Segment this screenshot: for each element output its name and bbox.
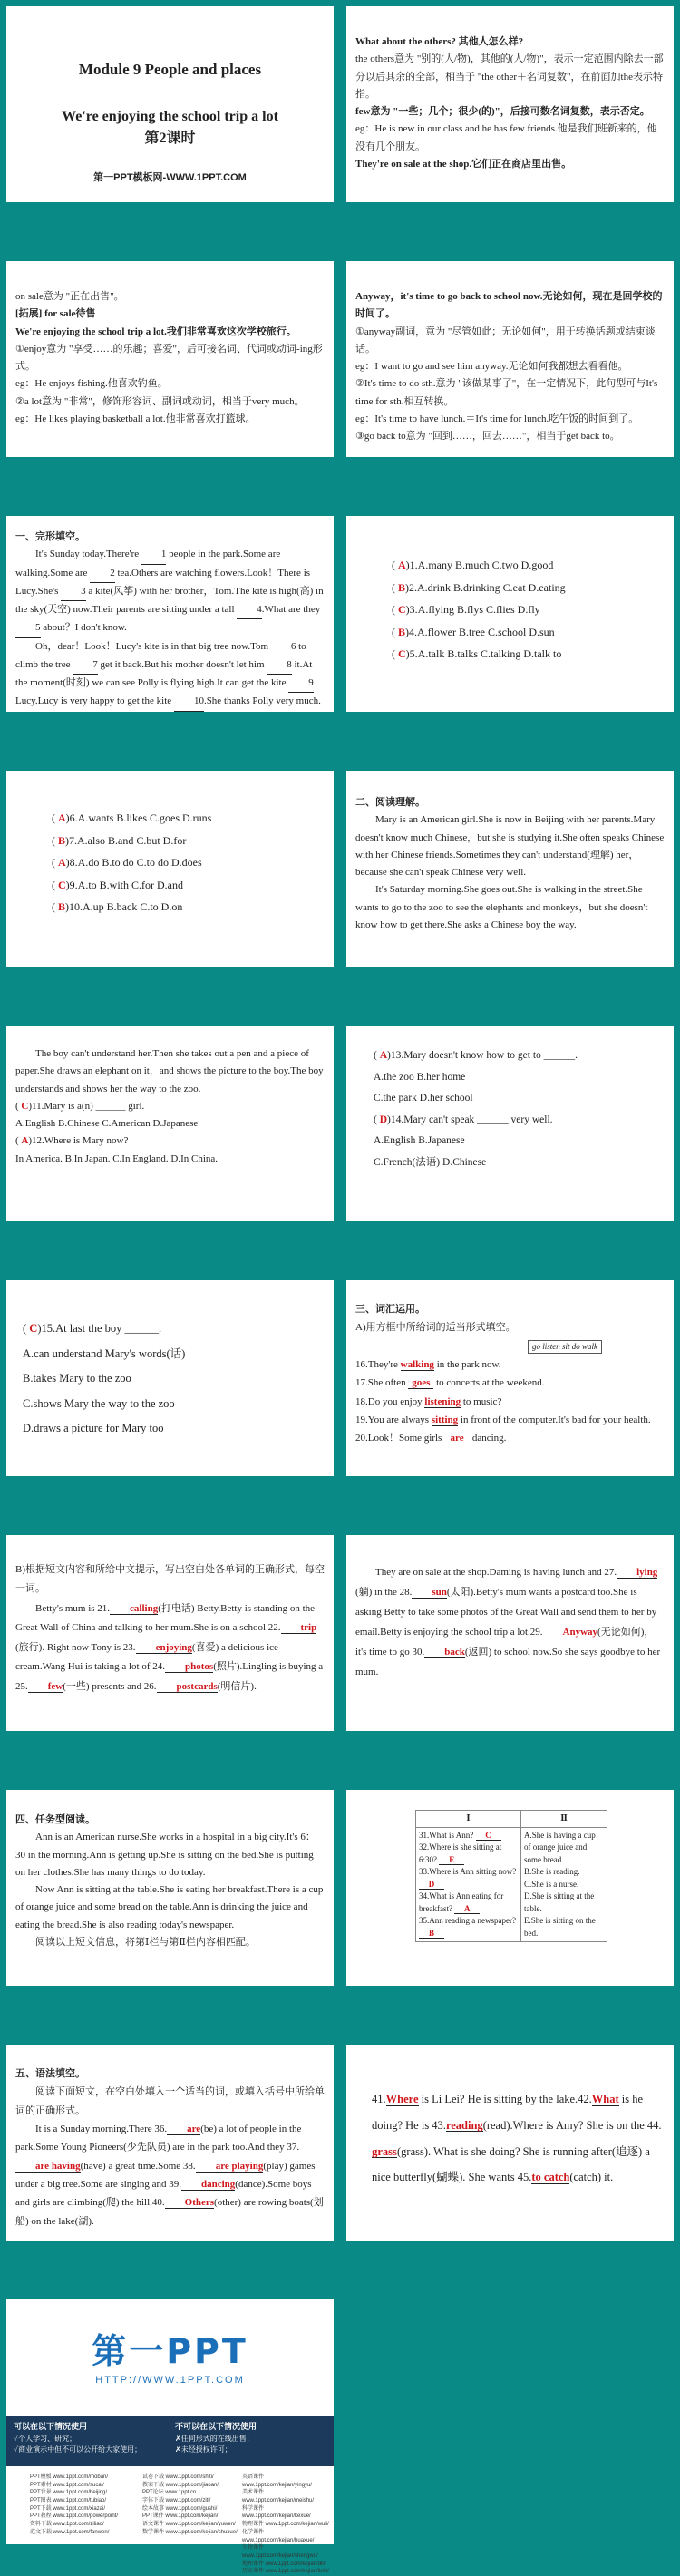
fill-text: (旅行).	[15, 1641, 45, 1653]
answer-options: )5.A.talk B.talks C.talking D.talk to	[405, 647, 562, 661]
answer-options: )6.A.wants B.likes C.goes D.runs	[65, 812, 212, 824]
footer-link: PPT模板 www.1ppt.com/moban/	[30, 2474, 109, 2480]
fill-answer: calling	[110, 1604, 158, 1615]
matching-table	[415, 1810, 607, 1942]
fill-text: (other) are rowing boats(划船) on the lake(湖).	[15, 2197, 324, 2227]
blank-number: 9	[288, 675, 314, 693]
match-question	[419, 1915, 518, 1939]
match-answer: D	[419, 1881, 444, 1890]
note-line: eg：He enjoys fishing.他喜欢钓鱼。	[15, 378, 168, 390]
slide-notes-3	[6, 261, 334, 457]
note-line: few意为 "一些；几个；很少(的)"，后接可数名词复数，表示否定。	[355, 106, 650, 117]
section-heading: 二、阅读理解。	[355, 797, 425, 808]
fill-paragraph	[15, 1599, 325, 1696]
fill-answer: to catch	[531, 2171, 570, 2184]
fill-prefix: 17.She often	[355, 1377, 409, 1389]
note-line: We're enjoying the school trip a lot.我们非常喜欢这次学校旅行。	[15, 326, 296, 337]
footer-link: 历史课件 www.1ppt.com/kejian/lishi/	[242, 2569, 329, 2575]
answer-letter: A	[58, 812, 66, 824]
column-questions	[416, 1827, 521, 1942]
section-subheading: 阅读下面短文，在空白处填入一个适当的词，或填入括号中所给单词的正确形式。	[15, 2086, 325, 2116]
answer-letter: A	[21, 1135, 29, 1147]
answer-letter: C	[58, 878, 66, 891]
fill-answer: enjoying	[136, 1643, 192, 1654]
match-question-text: 31.What is Ann?	[419, 1830, 474, 1840]
answer-options: )3.A.flying B.flys C.flies D.fly	[405, 603, 540, 617]
blank-number: 6	[271, 638, 296, 656]
answer-letter: C	[398, 647, 406, 661]
answer-row: ( A)6.A.wants B.likes C.goes D.runs	[52, 812, 212, 824]
fill-prefix: 19.You are always	[355, 1414, 432, 1426]
allowed-usage	[14, 2421, 141, 2455]
slide-notes-2	[346, 6, 674, 202]
question-option-row: A.English B.Japanese	[374, 1135, 465, 1147]
fill-paragraph	[372, 2086, 665, 2191]
fill-answer: reading	[445, 2118, 483, 2132]
footer-link: PPT背景 www.1ppt.com/beijing/	[30, 2490, 108, 2496]
section-subheading: B)根据短文内容和所给中文提示，写出空白处各单词的正确形式，每空一词。	[15, 1564, 325, 1595]
blank-number: 3	[61, 583, 86, 601]
note-line: ①anyway副词，意为 "尽管如此；无论如何"，用于转换话题或结束谈话。	[355, 326, 656, 355]
answer-letter: A	[58, 856, 66, 870]
allowed-title: 可以在以下情况使用	[14, 2422, 88, 2431]
match-answer: B	[419, 1930, 444, 1939]
fill-item	[355, 1429, 665, 1447]
blank-number: 4	[237, 601, 262, 619]
slide-vocab-b	[6, 1535, 334, 1731]
logo	[6, 2323, 334, 2386]
answer-options: )8.A.do B.to do C.to do D.does	[65, 856, 202, 870]
footer-link: 化学课件 www.1ppt.com/kejian/huaxue/	[242, 2529, 315, 2543]
word-box: go listen sit do walk	[528, 1340, 602, 1355]
fill-text: (明信片).	[217, 1680, 257, 1692]
note-line: ③go back to意为 "回到……，回去……"，相当于get back to。	[355, 431, 620, 442]
note-line: Anyway，it's time to go back to school now.无论如何，现在是回学校的时间了。	[355, 291, 663, 320]
site-text: 第一PPT模板网-WWW.1PPT.COM	[93, 172, 247, 183]
fill-text: (have) a great time.Some 38.	[80, 2160, 196, 2172]
slide-vocab-b-cont	[346, 1535, 674, 1731]
slide-vocab-a	[346, 1280, 674, 1476]
blank-number: 2	[90, 565, 115, 583]
footer-link: 数学课件 www.1ppt.com/kejian/shuxue/	[142, 2529, 238, 2535]
footer-link: 物理课件 www.1ppt.com/kejian/wuli/	[242, 2522, 329, 2528]
footer-link: 语文课件 www.1ppt.com/kejian/yuwen/	[142, 2522, 236, 2528]
answer-row: ( B)2.A.drink B.drinking C.eat D.eating	[392, 580, 566, 594]
fill-text: (read).Where is Amy? She is on the 44.	[482, 2118, 662, 2132]
footer-link: 字体下载 www.1ppt.com/ziti/	[142, 2498, 211, 2504]
logo-url: HTTP://WWW.1PPT.COM	[95, 2375, 245, 2386]
answer-letter: B	[398, 625, 406, 638]
fill-answer: postcards	[157, 1682, 218, 1693]
cloze-paragraph: It's Sunday today.There're 1 people in the park.Some are walking.Some are 2 tea.Others are watching flowers.Look！There is Lucy.She's 3 a kite(风筝) with her brother，Tom.The kite is high(高) in the sky(天空) now.Their parents are sitting under a tall 4.What are they 5 about？I don't know.	[15, 546, 325, 637]
fill-text: They are on sale at the shop.Daming is having lunch and 27.	[375, 1567, 617, 1578]
answer-row: ( C)5.A.talk B.talks C.talking D.talk to	[392, 647, 562, 661]
allowed-item: ✓商业演示中但不可以公开给大家使用；	[14, 2445, 142, 2454]
slide-ad	[6, 2299, 334, 2575]
note-line: ①enjoy意为 "享受……的乐趣；喜爱"，后可接名词、代词或动词-ing形式。	[15, 343, 323, 372]
question-option: B.takes Mary to the zoo	[23, 1372, 131, 1385]
answer-list	[52, 807, 325, 919]
match-option: D.She is sitting at the table.	[524, 1891, 595, 1913]
fill-item	[355, 1356, 665, 1374]
footer-link: 地理课件 www.1ppt.com/kejian/dili/	[242, 2561, 326, 2567]
reading-paragraph: The boy can't understand her.Then she takes out a pen and a piece of paper.She draws an elephant on it，and shows the picture to the boy.The boy understands and shows her the way to the zoo.	[15, 1048, 324, 1094]
cloze-paragraph: Oh，dear！Look！Lucy's kite is in that big tree now.Tom 6 to climb the tree 7 get it back.But his mother doesn't let him 8 it.At the moment(时刻) we can see Polly is flying high.It can get the kite 9 Lucy.Lucy is very happy to get the kite 10.She thanks Polly very much.	[15, 638, 325, 712]
blank-number: 5	[15, 619, 41, 637]
slide-cloze-answers-2	[6, 771, 334, 967]
question-option: A.can understand Mary's words(话)	[23, 1346, 186, 1360]
match-option: B.She is reading.	[524, 1867, 580, 1876]
blank-number: 10	[174, 693, 204, 711]
fill-suffix: dancing.	[470, 1433, 507, 1444]
slide-cloze-answers-1	[346, 516, 674, 712]
question-stem: )15.At last the boy ______.	[37, 1322, 162, 1335]
slide-notes-4	[346, 261, 674, 457]
fill-text: (grass). What is she doing? She is running after(追逐) a nice butterfly(蝴蝶). She wants 45.	[372, 2144, 650, 2184]
slide-reading-questions-2	[346, 1026, 674, 1221]
question-stem: )14.Mary can't speak ______ very well.	[387, 1113, 553, 1125]
answer-options: )7.A.also B.and C.but D.for	[65, 833, 187, 847]
fill-text: (喜爱) a delicious ice cream.Wang Hui is taking a lot of 24.	[15, 1641, 278, 1673]
fill-answer: are playing	[196, 2162, 264, 2173]
lesson-title-cn: 第2课时	[144, 131, 196, 146]
blank-number: 7	[73, 656, 98, 675]
fill-answer: sitting	[431, 1414, 459, 1426]
reading-paragraph: Mary is an American girl.She is now in Beijing with her parents.Mary doesn't know much Chinese，but she is studying it.She often speaks Chinese with her Chinese friends.Sometimes they can't understand(理解) her，because she can't speak Chinese very well.	[355, 814, 665, 878]
answer-list	[392, 554, 665, 666]
question-13: ( A)13.Mary doesn't know how to get to ______.	[374, 1050, 578, 1061]
column-header: Ⅱ	[521, 1811, 607, 1828]
note-line: eg：I want to go and see him anyway.无论如何我都想去看看他。	[355, 361, 628, 372]
fill-item	[355, 1374, 665, 1392]
footer-link: PPT课件 www.1ppt.com/kejian/	[142, 2513, 219, 2520]
answer-row: ( C)9.A.to B.with C.for D.and	[52, 878, 183, 891]
link-column	[142, 2474, 238, 2537]
fill-list	[355, 1356, 665, 1448]
section-heading: 一、完形填空。	[15, 531, 85, 542]
section-heading: 四、任务型阅读。	[15, 1814, 95, 1825]
fill-item	[355, 1411, 665, 1429]
footer-link: PPT素材 www.1ppt.com/sucai/	[30, 2482, 104, 2488]
fill-text: is Li Lei? He is sitting by the lake.42.	[418, 2093, 592, 2105]
slide-title	[6, 6, 334, 202]
note-line: ②It's time to do sth.意为 "该做某事了"，在一定情况下，此句型可与It's time for sth.相互转换。	[355, 378, 658, 407]
note-line: [拓展] for sale待售	[15, 308, 96, 320]
fill-suffix: in front of the computer.It's bad for your health.	[458, 1414, 651, 1426]
column-options	[521, 1827, 607, 1942]
answer-letter: B	[58, 900, 66, 914]
slide-grammar	[6, 2045, 334, 2241]
footer-link: PPT论坛 www.1ppt.cn	[142, 2490, 197, 2496]
module-title: Module 9 People and places	[78, 61, 262, 78]
fill-answer: are	[167, 2124, 200, 2135]
footer-link: PPT图表 www.1ppt.com/tubiao/	[30, 2498, 107, 2504]
slide-reading	[346, 771, 674, 967]
slide-cloze	[6, 516, 334, 712]
answer-options: )10.A.up B.back C.to D.on	[65, 900, 183, 914]
slide-task-reading	[6, 1790, 334, 1986]
answer-letter: C	[398, 603, 406, 617]
footer-link: 英语课件 www.1ppt.com/kejian/yingyu/	[242, 2474, 313, 2488]
question-options: A.English B.Chinese C.American D.Japanese	[15, 1118, 199, 1129]
reading-paragraph: It's Saturday morning.She goes out.She is walking in the street.She wants to go to the zoo to see the elephants and monkeys，but she doesn't know how to get there.She asks a Chinese boy the way.	[355, 884, 648, 930]
question-options: In America. B.In Japan. C.In England. D.In China.	[15, 1152, 219, 1164]
answer-row: ( B)10.A.up B.back C.to D.on	[52, 900, 183, 914]
fill-answer: are having	[15, 2162, 81, 2173]
match-question	[419, 1830, 518, 1842]
fill-answer: lying	[617, 1568, 657, 1579]
fill-answer: walking	[400, 1359, 434, 1371]
fill-answer: Anyway	[543, 1628, 598, 1638]
note-line: the others意为 "别的(人/物)，其他的(人/物)"，表示一定范围内除去一部分以后其余的全部，相当于 "the other＋名词复数"，在前面加the表示特指。	[355, 53, 664, 100]
note-line: eg：He likes playing basketball a lot.他非常喜欢打篮球。	[15, 413, 256, 424]
section-heading: 三、词汇运用。	[355, 1304, 425, 1315]
reading-instruction: 阅读以上短文信息，将第Ⅰ栏与第Ⅱ栏内容相匹配。	[35, 1936, 256, 1948]
fill-text: (照片).Lingling is buying a 25.	[15, 1661, 324, 1692]
match-question	[419, 1866, 518, 1891]
fill-answer: listening	[424, 1395, 461, 1407]
answer-options: )9.A.to B.with C.for D.and	[65, 878, 183, 891]
slide-reading-questions-1	[6, 1026, 334, 1221]
fill-text: (无论如何)，it's time to go 30.	[355, 1627, 655, 1657]
usage-banner	[6, 2416, 334, 2466]
match-answer: A	[454, 1905, 480, 1914]
fill-answer: dancing	[181, 2180, 235, 2191]
question-15: ( C)15.At last the boy ______.	[23, 1322, 162, 1335]
fill-text: (躺) in the 28.	[355, 1587, 413, 1598]
footer-link: PPT下载 www.1ppt.com/xiazai/	[30, 2505, 106, 2512]
fill-answer: photos	[165, 1662, 213, 1673]
forbidden-item: ✗未经授权许可；	[175, 2445, 232, 2454]
footer-link: 生物课件 www.1ppt.com/kejian/shengwu/	[242, 2545, 318, 2559]
question-option-row: C.French(法语) D.Chinese	[374, 1156, 487, 1168]
footer-link: 范文下载 www.1ppt.com/fanwen/	[30, 2529, 110, 2535]
question-12: ( A)12.Where is Mary now?	[15, 1135, 129, 1147]
allowed-item: ✓个人学习、研究；	[14, 2434, 77, 2443]
question-14: ( D)14.Mary can't speak ______ very well.	[374, 1113, 553, 1125]
column-header: Ⅰ	[416, 1811, 521, 1828]
fill-text: 41.	[372, 2093, 386, 2105]
fill-answer: Where	[385, 2093, 419, 2105]
answer-letter: C	[21, 1100, 29, 1112]
reading-paragraph: Ann is an American nurse.She works in a hospital in a big city.It's 6：30 in the morning.Ann is getting up.She is sitting on the bed.She is putting on her clothes.She has many things to do today.	[15, 1832, 316, 1878]
fill-text: (一些) presents and 26.	[63, 1680, 157, 1692]
lesson-title	[6, 106, 334, 150]
fill-answer: goes	[408, 1378, 433, 1389]
match-question-text: 34.What is Ann eating for breakfast?	[419, 1891, 504, 1913]
link-column	[30, 2474, 118, 2537]
answer-row: ( C)3.A.flying B.flys C.flies D.fly	[392, 603, 540, 617]
fill-text: (play) games under a big tree.Some are singing and 39.	[15, 2160, 316, 2191]
footer-link: 教案下载 www.1ppt.com/jiaoan/	[142, 2482, 219, 2488]
slide-grammar-cont	[346, 2045, 674, 2241]
fill-answer: few	[28, 1682, 63, 1693]
answer-row: ( A)8.A.do B.to do C.to do D.does	[52, 856, 202, 870]
fill-text: (打电话) Betty.Betty is standing on the Great Wall of China and talking to her mum.She is on a school 22.	[15, 1602, 316, 1634]
footer-link: PPT教程 www.1ppt.com/powerpoint/	[30, 2513, 119, 2520]
match-question	[419, 1891, 518, 1915]
fill-suffix: to music?	[461, 1395, 502, 1407]
forbidden-item: ✗任何形式的在线出售；	[175, 2434, 254, 2443]
fill-answer: back	[424, 1648, 465, 1658]
answer-row: ( B)7.A.also B.and C.but D.for	[52, 833, 187, 847]
blank-number: 1	[141, 546, 167, 564]
section-subheading: A)用方框中所给词的适当形式填空。	[355, 1322, 516, 1334]
footer-link: 绘本故事 www.1ppt.com/gushi/	[142, 2505, 218, 2512]
fill-text: (catch) it.	[569, 2171, 614, 2184]
section-heading: 五、语法填空。	[15, 2068, 85, 2079]
answer-letter: C	[29, 1322, 38, 1335]
answer-letter: B	[58, 833, 66, 847]
match-answer: E	[439, 1856, 464, 1865]
logo-text: 第一PPT	[92, 2331, 248, 2371]
question-stem: )12.Where is Mary now?	[28, 1135, 129, 1147]
slide-matching-table	[346, 1790, 674, 1986]
answer-options: )2.A.drink B.drinking C.eat D.eating	[405, 580, 566, 594]
note-line: ②a lot意为 "非常"，修饰形容词、副词或动词，相当于very much。	[15, 395, 305, 407]
fill-text: (dance).Some boys and girls are climbing(爬) the hill.40.	[15, 2179, 312, 2209]
note-line: eg：It's time to have lunch.＝It's time for lunch.吃午饭的时间到了。	[355, 413, 639, 424]
fill-text: (返回) to school now.So she says goodbye to her mum.	[355, 1647, 661, 1677]
blank-number: 8	[267, 656, 292, 675]
match-question	[419, 1842, 518, 1866]
fill-text: is he doing? He is 43.	[372, 2093, 644, 2132]
fill-paragraph	[15, 2120, 325, 2231]
match-option: E.She is sitting on the bed.	[524, 1916, 596, 1938]
fill-answer: grass	[372, 2144, 397, 2158]
match-question-text: 32.Where is she sitting at 6:30?	[419, 1842, 502, 1864]
fill-suffix: to concerts at the weekend.	[433, 1377, 545, 1389]
match-question-text: 35.Ann reading a newspaper?	[419, 1916, 516, 1925]
question-11: ( C)11.Mary is a(n) ______ girl.	[15, 1100, 145, 1112]
forbidden-usage	[175, 2421, 257, 2455]
fill-text: Betty's mum is 21.	[35, 1602, 111, 1614]
footer-link: 科学课件 www.1ppt.com/kejian/kexue/	[242, 2505, 311, 2520]
question-stem: )13.Mary doesn't know how to get to ______.	[387, 1050, 578, 1061]
answer-options: )4.A.flower B.tree C.school D.sun	[405, 625, 555, 638]
note-line: eg：He is new in our class and he has few friends.他是我们班新来的，他没有几个朋友。	[355, 123, 657, 152]
note-line: They're on sale at the shop.它们正在商店里出售。	[355, 158, 572, 170]
link-column	[242, 2474, 334, 2576]
lesson-title-en: We're enjoying the school trip a lot	[62, 109, 278, 124]
answer-letter: B	[398, 580, 406, 594]
answer-letter: A	[398, 559, 406, 571]
fill-text: Right now Tony is 23.	[44, 1641, 136, 1653]
answer-letter: D	[379, 1113, 388, 1125]
answer-options: )1.A.many B.much C.two D.good	[405, 559, 554, 571]
fill-prefix: 20.Look！Some girls	[355, 1433, 445, 1444]
fill-text: It is a Sunday morning.There 36.	[35, 2124, 168, 2135]
reading-paragraph: Now Ann is sitting at the table.She is eating her breakfast.There is a cup of orange juice and some bread on the table.Ann is drinking the juice and eating the bread.She is also reading today's newspaper.	[15, 1884, 324, 1930]
answer-row: ( A)1.A.many B.much C.two D.good	[392, 559, 554, 571]
question-stem: )11.Mary is a(n) ______ girl.	[28, 1100, 145, 1112]
fill-item	[355, 1393, 665, 1411]
fill-prefix: 16.They're	[355, 1359, 401, 1371]
note-line: on sale意为 "正在出售"。	[15, 291, 124, 302]
question-option-row: A.the zoo B.her home	[374, 1071, 466, 1083]
forbidden-title: 不可以在以下情况使用	[175, 2422, 257, 2431]
question-option: D.draws a picture for Mary too	[23, 1422, 164, 1434]
match-option: A.She is having a cup of orange juice and some bread.	[524, 1830, 596, 1864]
question-option: C.shows Mary the way to the zoo	[23, 1396, 175, 1410]
answer-letter: A	[379, 1050, 388, 1061]
footer-link: 美术课件 www.1ppt.com/kejian/meishu/	[242, 2490, 315, 2504]
fill-prefix: 18.Do you enjoy	[355, 1395, 425, 1407]
footer-link: 资料下载 www.1ppt.com/ziliao/	[30, 2522, 104, 2528]
match-answer: C	[476, 1832, 501, 1841]
footer-link: 试卷下载 www.1ppt.com/shiti/	[142, 2474, 214, 2480]
slide-reading-questions-3	[6, 1280, 334, 1476]
fill-answer: sun	[412, 1588, 447, 1599]
fill-answer: trip	[281, 1623, 317, 1634]
match-question-text: 33.Where is Ann sitting now?	[419, 1867, 517, 1876]
fill-suffix: in the park now.	[433, 1359, 501, 1371]
fill-answer: Others	[165, 2198, 214, 2209]
fill-paragraph	[355, 1562, 665, 1682]
fill-answer: What	[591, 2093, 619, 2105]
answer-row: ( B)4.A.flower B.tree C.school D.sun	[392, 625, 555, 638]
fill-text: (太阳).Betty's mum wants a postcard too.She is asking Betty to take some photos of the Great Wall and send them to her by email.Betty is enjoying the school trip a lot.29.	[355, 1587, 657, 1638]
match-option: C.She is a nurse.	[524, 1879, 579, 1889]
question-option-row: C.the park D.her school	[374, 1093, 473, 1104]
fill-answer: are	[444, 1434, 470, 1444]
fill-text: (be) a lot of people in the park.Some Young Pioneers(少先队员) are in the park too.And they 37.	[15, 2124, 302, 2153]
note-line: What about the others? 其他人怎么样?	[355, 36, 524, 47]
